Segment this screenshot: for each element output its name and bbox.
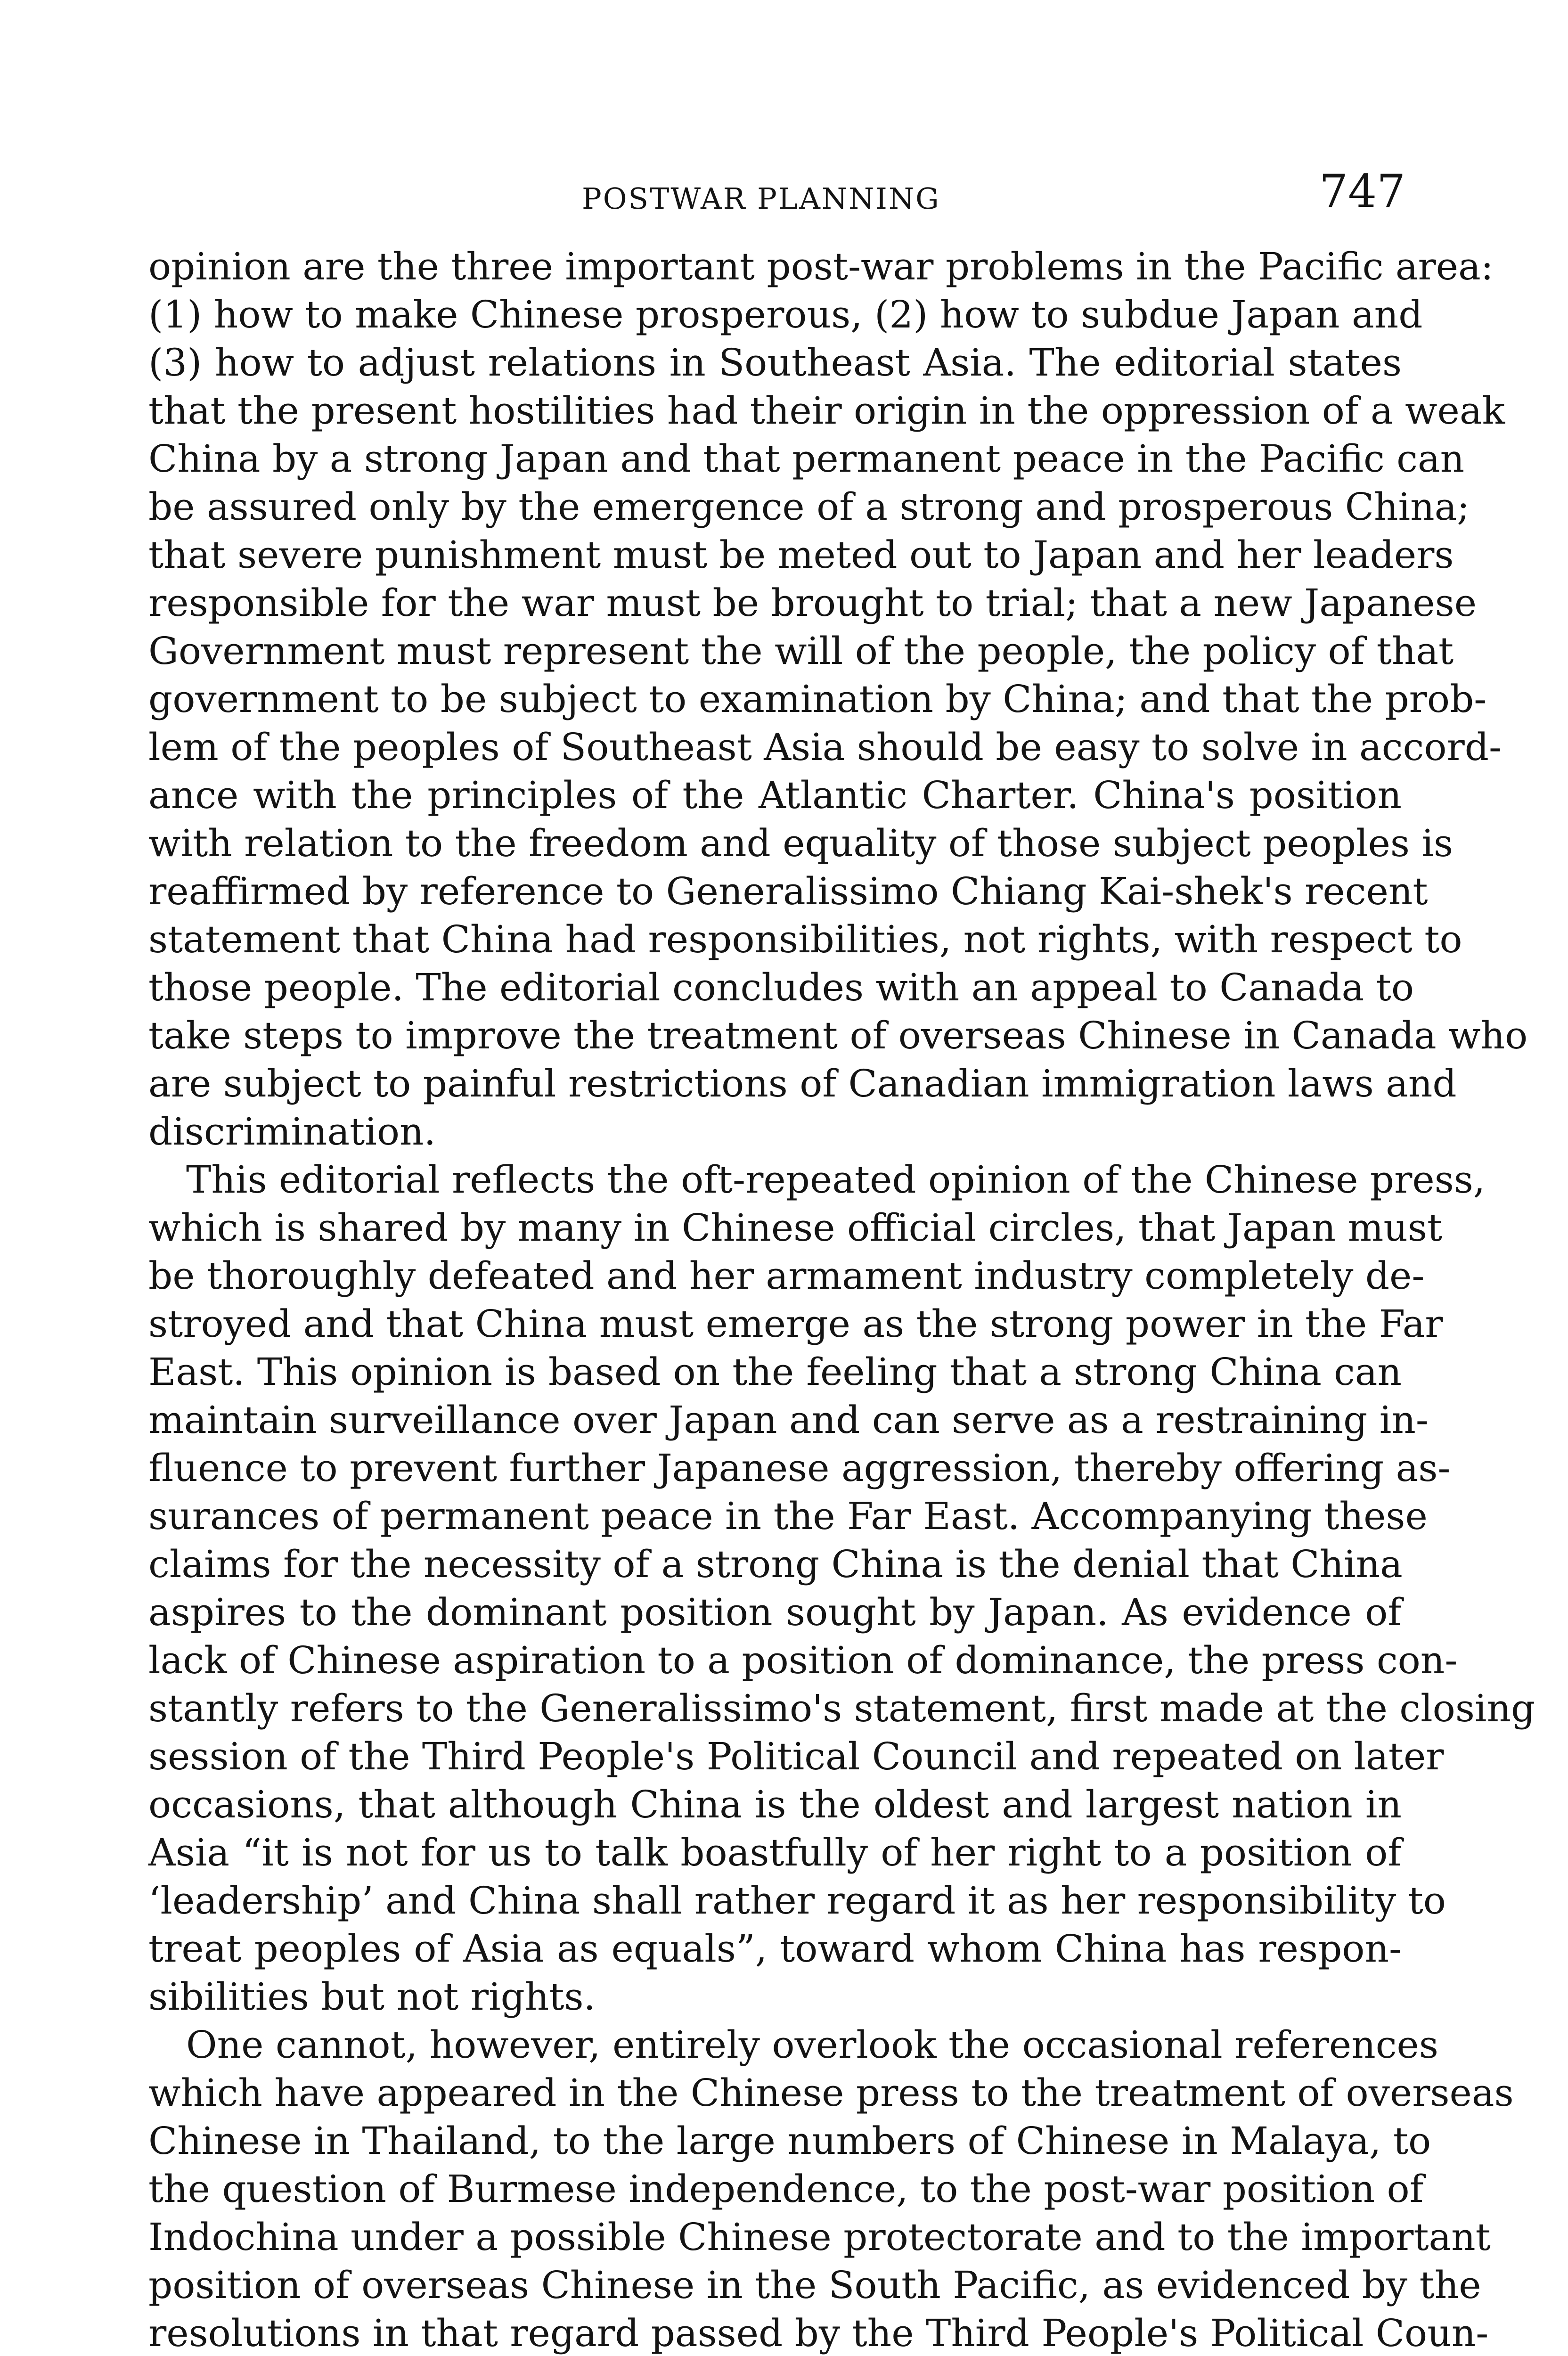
page-number: 747 (1319, 165, 1406, 218)
text-line: Government must represent the will of the people, the policy of that (148, 629, 1454, 673)
text-line: stantly refers to the Generalissimo's statement, first made at the closing (148, 1686, 1535, 1730)
text-line: position of overseas Chinese in the South Pacific, as evidenced by the (148, 2263, 1481, 2307)
text-line: occasions, that although China is the oldest and largest nation in (148, 1783, 1402, 1826)
text-line: Chinese in Thailand, to the large numbers of Chinese in Malaya, to (148, 2119, 1431, 2163)
text-line: Indochina under a possible Chinese protectorate and to the important (148, 2215, 1491, 2259)
text-line: ‘leadership’ and China shall rather regard it as her responsibility to (148, 1879, 1446, 1922)
text-line: that severe punishment must be meted out to Japan and her leaders (148, 533, 1454, 577)
text-line: with relation to the freedom and equality of those subject peoples is (148, 821, 1454, 865)
text-line: China by a strong Japan and that permanent peace in the Pacific can (148, 437, 1465, 481)
text-line: statement that China had responsibilities, not rights, with respect to (148, 917, 1462, 961)
text-line: are subject to painful restrictions of Canadian immigration laws and (148, 1062, 1457, 1105)
text-line: be assured only by the emergence of a strong and prosperous China; (148, 485, 1470, 529)
text-line: reaffirmed by reference to Generalissimo Chiang Kai-shek's recent (148, 869, 1428, 913)
text-line: responsible for the war must be brought to trial; that a new Japanese (148, 581, 1477, 625)
running-title: POSTWAR PLANNING (582, 181, 940, 216)
text-line: (1) how to make Chinese prosperous, (2) how to subdue Japan and (148, 293, 1423, 336)
text-line: fluence to prevent further Japanese aggression, thereby offering as- (148, 1446, 1451, 1490)
text-line: East. This opinion is based on the feeling that a strong China can (148, 1350, 1402, 1394)
text-line: those people. The editorial concludes with an appeal to Canada to (148, 965, 1414, 1009)
text-line: government to be subject to examination by China; and that the prob- (148, 677, 1487, 721)
text-line: Asia “it is not for us to talk boastfully of her right to a position of (148, 1831, 1402, 1874)
text-line: which is shared by many in Chinese official circles, that Japan must (148, 1206, 1443, 1250)
text-line: surances of permanent peace in the Far East. Accompanying these (148, 1494, 1428, 1538)
text-line: which have appeared in the Chinese press to the treatment of overseas (148, 2071, 1514, 2115)
text-line: discrimination. (148, 1110, 436, 1153)
body-text (148, 243, 1535, 2356)
text-line: resolutions in that regard passed by the Third People's Political Coun- (148, 2311, 1489, 2355)
text-line: maintain surveillance over Japan and can serve as a restraining in- (148, 1398, 1429, 1442)
text-line: aspires to the dominant position sought by Japan. As evidence of (148, 1590, 1402, 1634)
text-line: claims for the necessity of a strong China is the denial that China (148, 1542, 1403, 1586)
text-line: be thoroughly defeated and her armament industry completely de- (148, 1254, 1425, 1298)
text-line: opinion are the three important post-war problems in the Pacific area: (148, 245, 1494, 288)
text-line: lem of the peoples of Southeast Asia should be easy to solve in accord- (148, 725, 1502, 769)
text-line: One cannot, however, entirely overlook the occasional references (186, 2023, 1438, 2067)
text-line: ance with the principles of the Atlantic Charter. China's position (148, 773, 1402, 817)
text-line: This editorial reflects the oft-repeated opinion of the Chinese press, (186, 1158, 1486, 1202)
text-line: treat peoples of Asia as equals”, toward whom China has respon- (148, 1927, 1402, 1971)
text-line: sibilities but not rights. (148, 1975, 596, 2019)
text-line: the question of Burmese independence, to the post-war position of (148, 2167, 1424, 2211)
text-line: take steps to improve the treatment of overseas Chinese in Canada who (148, 1014, 1528, 1057)
text-line: (3) how to adjust relations in Southeast Asia. The editorial states (148, 341, 1402, 384)
text-line: session of the Third People's Political Council and repeated on later (148, 1734, 1444, 1778)
text-line: lack of Chinese aspiration to a position of dominance, the press con- (148, 1638, 1458, 1682)
text-line: stroyed and that China must emerge as the strong power in the Far (148, 1302, 1443, 1346)
text-line: that the present hostilities had their origin in the oppression of a weak (148, 389, 1505, 433)
